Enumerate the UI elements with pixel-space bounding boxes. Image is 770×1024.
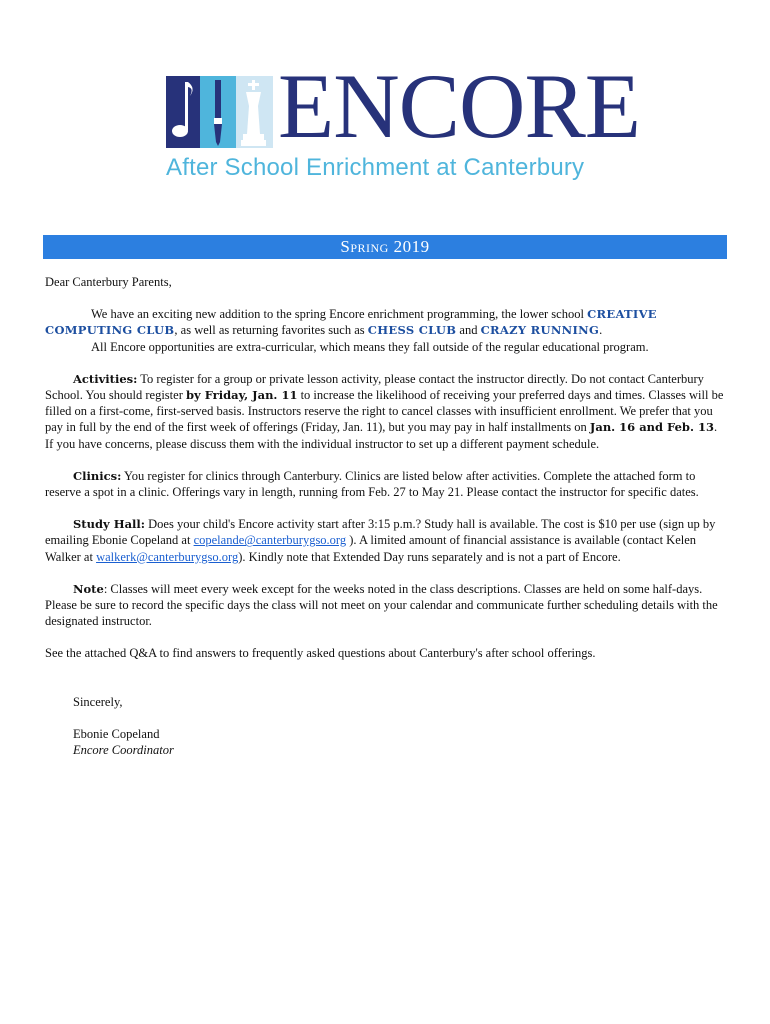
study-hall-paragraph: Study Hall: Does your child's Encore activity start after 3:15 p.m.? Study hall is available. The cost is $10 per use (sign up by emailing Ebonie Copeland at copelande@canterburygso.org ). A limited amount of financial assistance is available (contact Kelen Walker at walkerk@canterburygso.org). Kindly note that Extended Day runs separately and is not a part of Encore. (45, 517, 716, 564)
note-paragraph: Note: Classes will meet every week except for the weeks noted in the class descriptions. Classes are held on some half-days. Please be sure to record the specific days the class will not meet on your calendar and communicate further scheduling details with the designated instructor. (45, 581, 718, 629)
clinics-label: Clinics: (73, 468, 122, 483)
logo-wordmark: ENCORE (278, 55, 640, 157)
season-banner: Spring 2019 (43, 235, 727, 259)
music-note-icon-bg (166, 76, 200, 148)
activities-paragraph: Activities: To register for a group or private lesson activity, please contact the instructor directly. Do not contact Canterbury School. You should register by Friday, Jan. 11 to increase the likelihood of receiving your preferred days and times. Classes will be filled on a first-come, first-served basis. Instructors reserve the right to cancel classes with insufficient enrollment. We prefer that you pay in full by the end of the first week of offerings (Friday, Jan. 11), but you may pay in half installments on Jan. 16 and Feb. 13. If you have concerns, please discuss them with the individual instructor to set up a different payment schedule. (45, 371, 724, 451)
logo-tagline: After School Enrichment at Canterbury (166, 154, 585, 181)
encore-logo (166, 55, 640, 182)
closing: Sincerely, (73, 694, 123, 709)
letter-body (45, 274, 725, 758)
clinics-paragraph: Clinics: You register for clinics through Canterbury. Clinics are listed below after activities. Complete the attached form to reserve a spot in a clinic. Offerings vary in length, running from Feb. 27 to May 21. Please contact the instructor for specific dates. (45, 468, 699, 500)
email-link-walker[interactable]: walkerk@canterburygso.org (96, 549, 239, 564)
installment-dates: Jan. 16 and Feb. 13 (589, 420, 714, 435)
email-link-copeland[interactable]: copelande@canterburygso.org (193, 533, 347, 548)
crazy-running: CRAZY RUNNING (480, 323, 600, 338)
creative-computing-club: CREATIVE COMPUTING CLUB (45, 307, 657, 338)
registration-deadline: by Friday, Jan. 11 (185, 388, 298, 403)
greeting: Dear Canterbury Parents, (45, 275, 172, 289)
note-label: Note (73, 581, 104, 596)
chess-club: CHESS CLUB (367, 323, 457, 338)
study-hall-label: Study Hall: (73, 517, 146, 532)
logo-icons (166, 76, 273, 148)
intro-paragraph: We have an exciting new addition to the spring Encore enrichment programming, the lower school CREATIVE COMPUTING CLUB, as well as returning favorites such as CHESS CLUB and CRAZY RUNNING. (45, 307, 657, 338)
qa-paragraph: See the attached Q&A to find answers to frequently asked questions about Canterbury's after school offerings. (45, 646, 596, 661)
intro-line-2: All Encore opportunities are extra-curricular, which means they fall outside of the regular educational program. (91, 339, 649, 354)
activities-label: Activities: (73, 371, 138, 386)
signer-title: Encore Coordinator (73, 743, 174, 758)
signer-name: Ebonie Copeland (73, 726, 160, 741)
